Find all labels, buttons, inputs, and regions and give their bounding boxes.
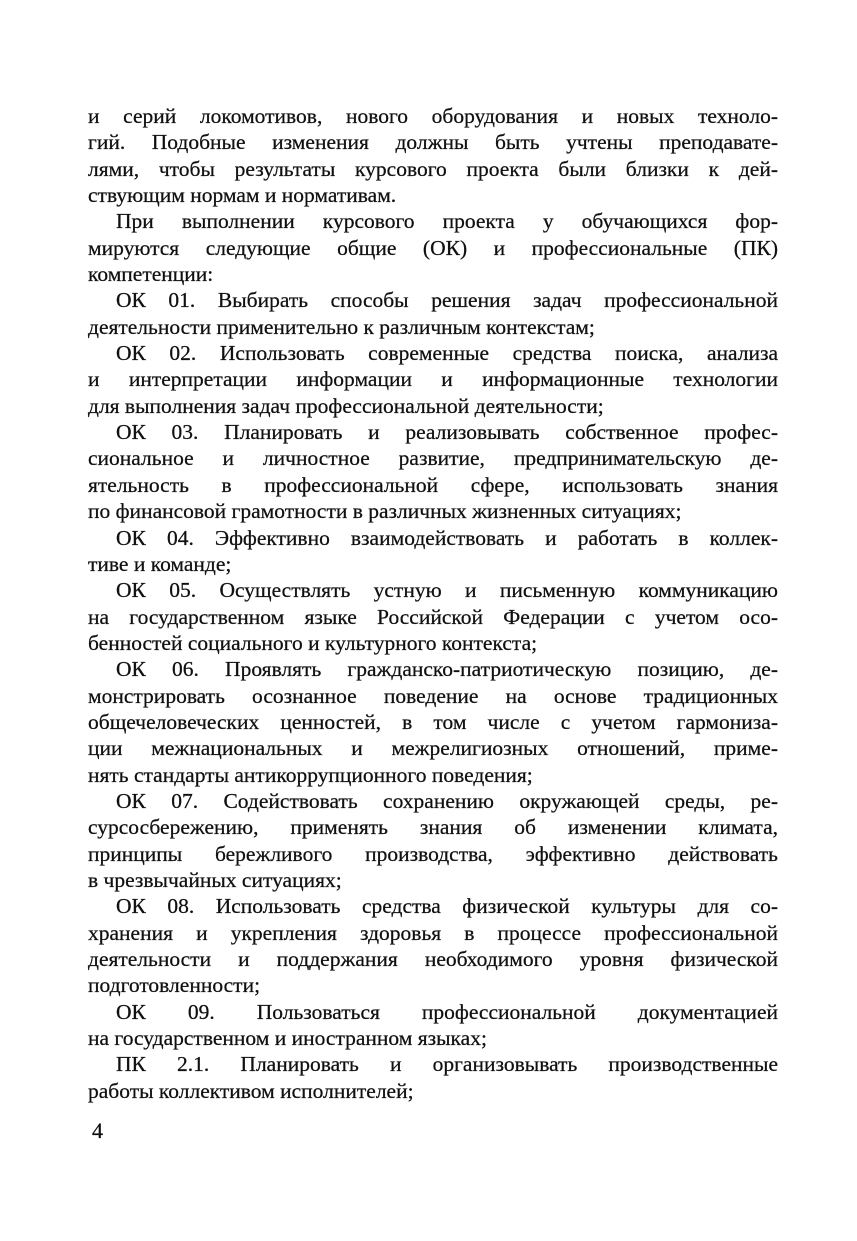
text-line: ОК 02. Использовать современные средства поиска, анализа bbox=[116, 341, 778, 366]
text-line: принципы бережливого производства, эффективно действовать bbox=[88, 841, 778, 866]
text-line: При выполнении курсового проекта у обучающихся фор- bbox=[116, 209, 778, 234]
text-line: деятельности применительно к различным контекстам; bbox=[88, 314, 595, 339]
text-line: ОК 08. Использовать средства физической культуры для со- bbox=[116, 894, 778, 919]
paragraph bbox=[88, 788, 778, 893]
text-line: деятельности и поддержания необходимого уровня физической bbox=[88, 947, 778, 971]
text-line: ствующим нормам и нормативам. bbox=[88, 183, 397, 208]
text-line: ОК 05. Осуществлять устную и письменную коммуникацию bbox=[116, 578, 778, 603]
text-line: для выполнения задач профессиональной деятельности; bbox=[88, 393, 604, 418]
text-line: гий. Подобные изменения должны быть учтены преподавате- bbox=[88, 130, 778, 155]
paragraph bbox=[88, 103, 778, 208]
text-line: общечеловеческих ценностей, в том числе с учетом гармониза- bbox=[88, 709, 778, 734]
text-line: в чрезвычайных ситуациях; bbox=[88, 867, 342, 892]
paragraph bbox=[88, 340, 778, 419]
page-number: 4 bbox=[92, 1118, 103, 1143]
text-line: сиональное и личностное развитие, предпринимательскую де- bbox=[88, 446, 778, 471]
text-line: ОК 04. Эффективно взаимодействовать и работать в коллек- bbox=[116, 525, 778, 550]
paragraph bbox=[88, 287, 778, 340]
text-line: ОК 03. Планировать и реализовывать собственное профес- bbox=[116, 420, 778, 445]
paragraph bbox=[88, 999, 778, 1052]
text-line: ОК 06. Проявлять гражданско-патриотическую позицию, де- bbox=[116, 657, 778, 682]
paragraph bbox=[88, 893, 778, 998]
text-line: ОК 01. Выбирать способы решения задач профессиональной bbox=[116, 288, 778, 313]
text-line: и серий локомотивов, нового оборудования и новых техноло- bbox=[88, 104, 778, 128]
text-line: сурсосбережению, применять знания об изменении климата, bbox=[88, 815, 778, 840]
text-line: ОК 07. Содействовать сохранению окружающей среды, ре- bbox=[116, 788, 778, 813]
text-line: по финансовой грамотности в различных жизненных ситуациях; bbox=[88, 499, 682, 524]
paragraph bbox=[88, 1051, 778, 1104]
text-line: компетенции: bbox=[88, 262, 214, 287]
text-line: нять стандарты антикоррупционного поведения; bbox=[88, 762, 533, 787]
page-body-text bbox=[88, 103, 778, 1104]
text-line: работы коллективом исполнителей; bbox=[88, 1078, 414, 1103]
text-line: монстрировать осознанное поведение на основе традиционных bbox=[88, 683, 778, 708]
text-line: тиве и команде; bbox=[88, 551, 232, 576]
text-line: мируются следующие общие (ОК) и профессиональные (ПК) bbox=[88, 235, 778, 260]
text-line: на государственном языке Российской Федерации с учетом осо- bbox=[88, 604, 778, 629]
paragraph bbox=[88, 419, 778, 524]
paragraph bbox=[88, 525, 778, 578]
text-line: ОК 09. Пользоваться профессиональной документацией bbox=[116, 999, 778, 1024]
text-line: ции межнациональных и межрелигиозных отношений, приме- bbox=[88, 736, 778, 761]
text-line: ПК 2.1. Планировать и организовывать производственные bbox=[116, 1052, 778, 1077]
text-line: подготовленности; bbox=[88, 973, 261, 998]
text-line: на государственном и иностранном языках; bbox=[88, 1026, 487, 1051]
paragraph bbox=[88, 208, 778, 287]
paragraph bbox=[88, 577, 778, 656]
text-line: ятельность в профессиональной сфере, использовать знания bbox=[88, 472, 778, 497]
text-line: и интерпретации информации и информационные технологии bbox=[88, 367, 778, 392]
paragraph bbox=[88, 656, 778, 788]
text-line: лями, чтобы результаты курсового проекта были близки к дей- bbox=[88, 156, 778, 181]
text-line: хранения и укрепления здоровья в процессе профессиональной bbox=[88, 920, 778, 945]
text-line: бенностей социального и культурного контекста; bbox=[88, 630, 538, 655]
